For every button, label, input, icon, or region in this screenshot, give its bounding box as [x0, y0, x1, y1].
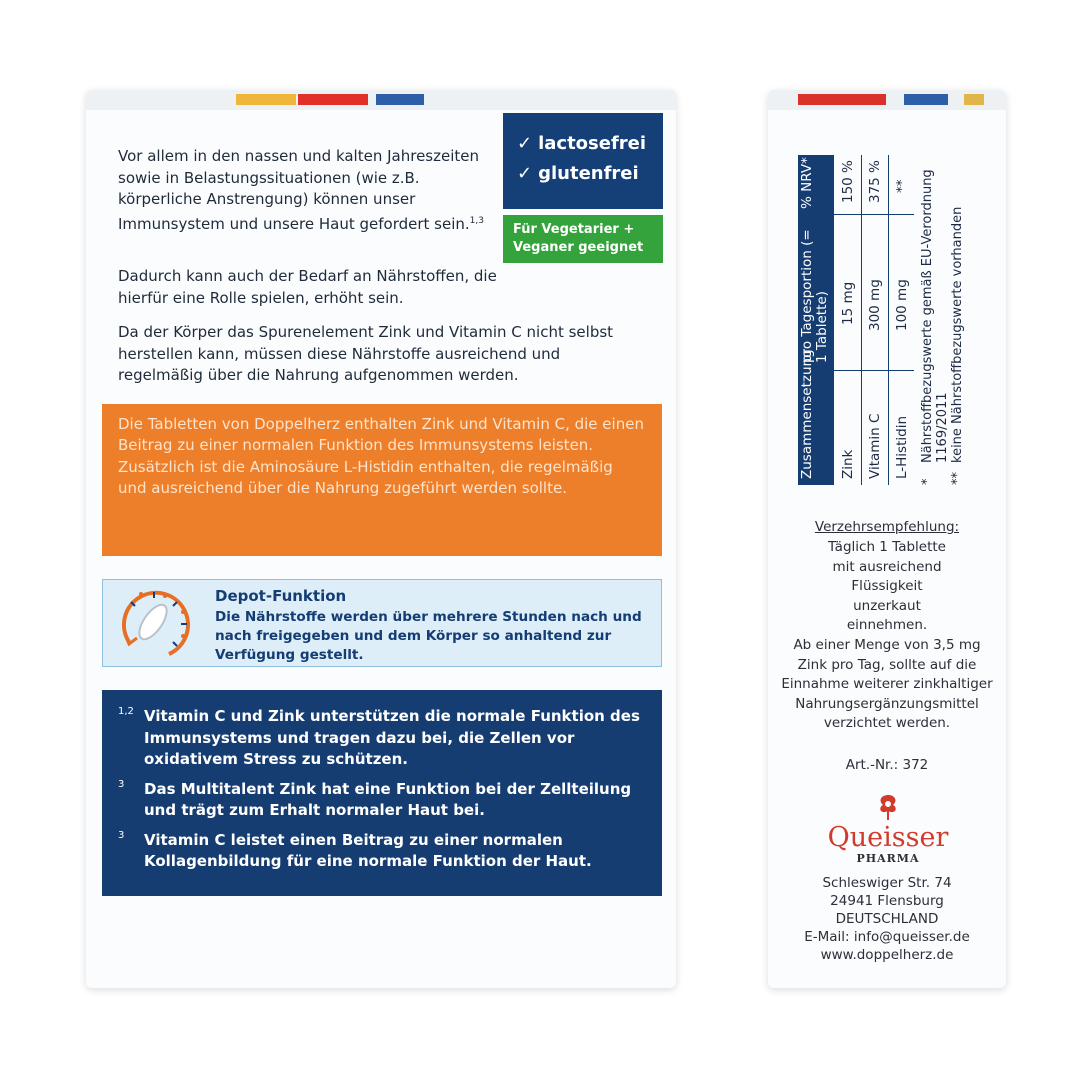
claim-item: 3 Das Multitalent Zink hat eine Funktion bei der Zellteilung und trägt zum Erhalt normaler Haut bei. — [118, 779, 646, 822]
footnotes — [920, 155, 980, 485]
box-back-panel — [86, 90, 676, 988]
brand-name: Queisser — [827, 822, 949, 853]
table-divider — [834, 370, 914, 371]
gluten-free-label: ✓ glutenfrei — [517, 163, 639, 184]
header-daily-portion: pro Tagesportion (= 1 Tablette) — [799, 229, 830, 363]
vegan-badge: Für Vegetarier + Veganer geeignet — [503, 215, 663, 263]
nutrition-table-header — [798, 155, 834, 485]
address-country: DEUTSCHLAND — [835, 911, 939, 927]
table-row: Zink 15 mg 150 % — [835, 155, 862, 485]
check-icon: ✓ — [517, 163, 533, 184]
zinc-warning: Ab einer Menge von 3,5 mg Zink pro Tag, sollte auf die Einnahme weiterer zinkhaltiger Nahrungsergänzungsmittel verzichtet werden. — [781, 637, 993, 731]
header-nrv: % NRV* — [799, 157, 815, 209]
footnote-item: ** keine Nährstoffbezugswerte vorhanden — [950, 206, 965, 485]
table-divider — [834, 214, 914, 215]
claim-item: 3 Vitamin C leistet einen Beitrag zu einer normalen Kollagenbildung für eine normale Funktion der Haut. — [118, 830, 646, 873]
brand-subtitle: PHARMA — [856, 852, 920, 865]
clock-tablet-icon — [111, 584, 197, 664]
depot-function-box — [102, 579, 662, 667]
footnote-item: * Nährstoffbezugswerte gemäß EU-Verordnung 1169/2011 — [920, 169, 950, 485]
top-print-strip — [86, 90, 676, 110]
address-city: 24941 Flensburg — [830, 893, 944, 909]
table-row: L-Histidin 100 mg ** — [894, 179, 910, 479]
address-website: www.doppelherz.de — [820, 947, 954, 963]
claim-footnote-ref: 1,2 — [118, 706, 134, 717]
address-block — [768, 874, 1006, 964]
depot-text: Die Nährstoffe werden über mehrere Stunden nach und nach freigegeben und dem Körper so anhaltend zur Verfügung gestellt. — [215, 609, 642, 663]
table-row: Vitamin C 300 mg 375 % — [862, 155, 889, 485]
article-number: Art.-Nr.: 372 — [845, 757, 929, 773]
product-info-box — [102, 404, 662, 556]
intro-paragraph: Vor allem in den nassen und kalten Jahreszeiten sowie in Belastungssituationen (wie z.B. körperliche Anstrengung) können unser Immunsystem und unsere Haut gefordert sein.$^{1,3}$ — [118, 147, 484, 233]
claim-item: 1,2 Vitamin C und Zink unterstützen die normale Funktion des Immunsystems und tragen dazu bei, die Zellen vor oxidativem Stress zu schützen. — [118, 706, 646, 771]
lactose-free-label: ✓ lactosefrei — [517, 133, 647, 154]
depot-title: Depot-Funktion — [215, 587, 347, 605]
intro-footnote-ref: 1,3 — [469, 215, 484, 226]
top-print-strip — [768, 90, 1006, 110]
address-street: Schleswiger Str. 74 — [822, 875, 952, 891]
queisser-emblem-icon — [875, 793, 901, 821]
dosage-title: Verzehrsempfehlung: — [814, 519, 960, 535]
claim-footnote-ref: 3 — [118, 778, 125, 790]
address-email: E-Mail: info@queisser.de — [804, 929, 970, 945]
health-claims-box — [102, 690, 662, 896]
histidine-info-text: Zusätzlich ist die Aminosäure L-Histidin enthalten, die regelmäßig und ausreichend über die Nahrung zugeführt werden sollte. — [118, 457, 613, 497]
product-info-text: Die Tabletten von Doppelherz enthalten Zink und Vitamin C, die einen Beitrag zu einer normalen Funktion des Immunsystems leisten. — [118, 415, 644, 455]
nutrition-table — [798, 155, 914, 485]
header-composition: Zusammensetzung — [799, 349, 815, 479]
nutrients-paragraph: Da der Körper das Spurenelement Zink und Vitamin C nicht selbst herstellen kann, müssen diese Nährstoffe ausreichend und regelmäßig über die Nahrung aufgenommen werden. — [118, 323, 614, 384]
demand-paragraph: Dadurch kann auch der Bedarf an Nährstoffen, die hierfür eine Rolle spielen, erhöht sein. — [118, 267, 497, 307]
claim-footnote-ref: 3 — [118, 829, 125, 841]
dosage-text: Täglich 1 Tablette mit ausreichend Flüssigkeit unzerkaut einnehmen. — [828, 539, 946, 633]
free-from-badge — [503, 113, 663, 209]
queisser-logo — [808, 793, 968, 863]
box-side-panel — [768, 90, 1006, 988]
check-icon: ✓ — [517, 133, 533, 154]
